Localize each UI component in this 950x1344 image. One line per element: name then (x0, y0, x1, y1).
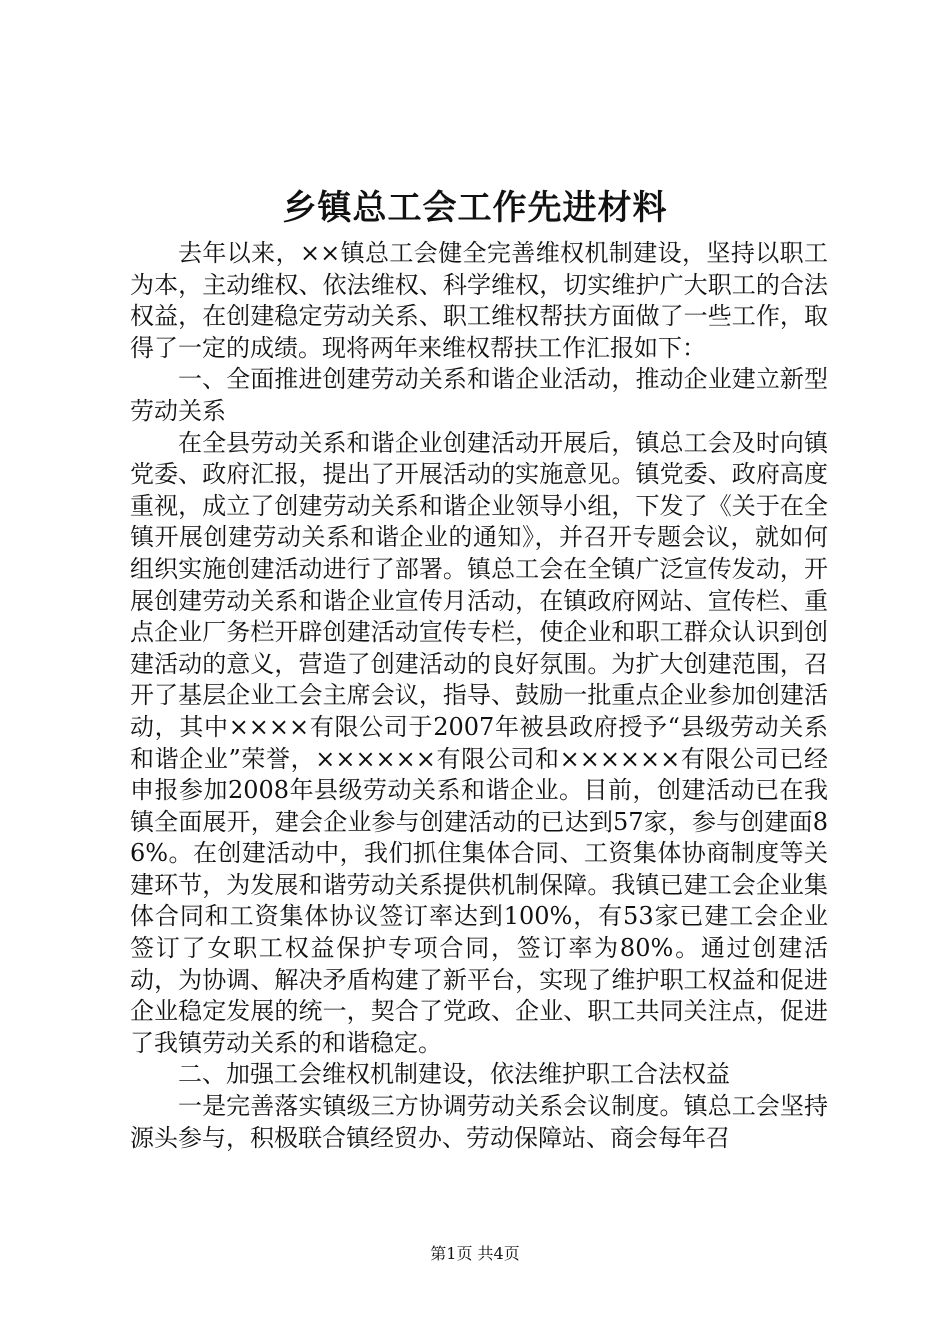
paragraph-section-1: 在全县劳动关系和谐企业创建活动开展后，镇总工会及时向镇党委、政府汇报，提出了开展活动的实施意见。镇党委、政府高度重视，成立了创建劳动关系和谐企业领导小组，下发了《关于在全镇开展创建劳动关系和谐企业的通知》，并召开专题会议，就如何组织实施创建活动进行了部署。镇总工会在全镇广泛宣传发动，开展创建劳动关系和谐企业宣传月活动，在镇政府网站、宣传栏、重点企业厂务栏开辟创建活动宣传专栏，使企业和职工群众认识到创建活动的意义，营造了创建活动的良好氛围。为扩大创建范围，召开了基层企业工会主席会议，指导、鼓励一批重点企业参加创建活动，其中××××有限公司于2007年被县政府授予“县级劳动关系和谐企业”荣誉，××××××有限公司和××××××有限公司已经申报参加2008年县级劳动关系和谐企业。目前，创建活动已在我镇全面展开，建会企业参与创建活动的已达到57家，参与创建面86%。在创建活动中，我们抓住集体合同、工资集体协商制度等关建环节，为发展和谐劳动关系提供机制保障。我镇已建工会企业集体合同和工资集体协议签订率达到100%，有53家已建工会企业签订了女职工权益保护专项合同，签订率为80%。通过创建活动，为协调、解决矛盾构建了新平台，实现了维护职工权益和促进企业稳定发展的统一，契合了党政、企业、职工共同关注点，促进了我镇劳动关系的和谐稳定。 (130, 428, 828, 1057)
document-body (130, 238, 828, 1154)
paragraph-intro: 去年以来，××镇总工会健全完善维权机制建设，坚持以职工为本，主动维权、依法维权、科学维权，切实维护广大职工的合法权益，在创建稳定劳动关系、职工维权帮扶方面做了一些工作，取得了一定的成绩。现将两年来维权帮扶工作汇报如下： (130, 239, 828, 362)
section-heading-2: 二、加强工会维权机制建设，依法维护职工合法权益 (178, 1060, 730, 1089)
page-footer: 第1页 共4页 (430, 1244, 520, 1263)
document-title: 乡镇总工会工作先进材料 (282, 188, 668, 228)
paragraph-section-2: 一是完善落实镇级三方协调劳动关系会议制度。镇总工会坚持源头参与，积极联合镇经贸办、劳动保障站、商会每年召 (130, 1092, 828, 1152)
section-heading-1: 一、全面推进创建劳动关系和谐企业活动，推动企业建立新型劳动关系 (130, 365, 828, 425)
